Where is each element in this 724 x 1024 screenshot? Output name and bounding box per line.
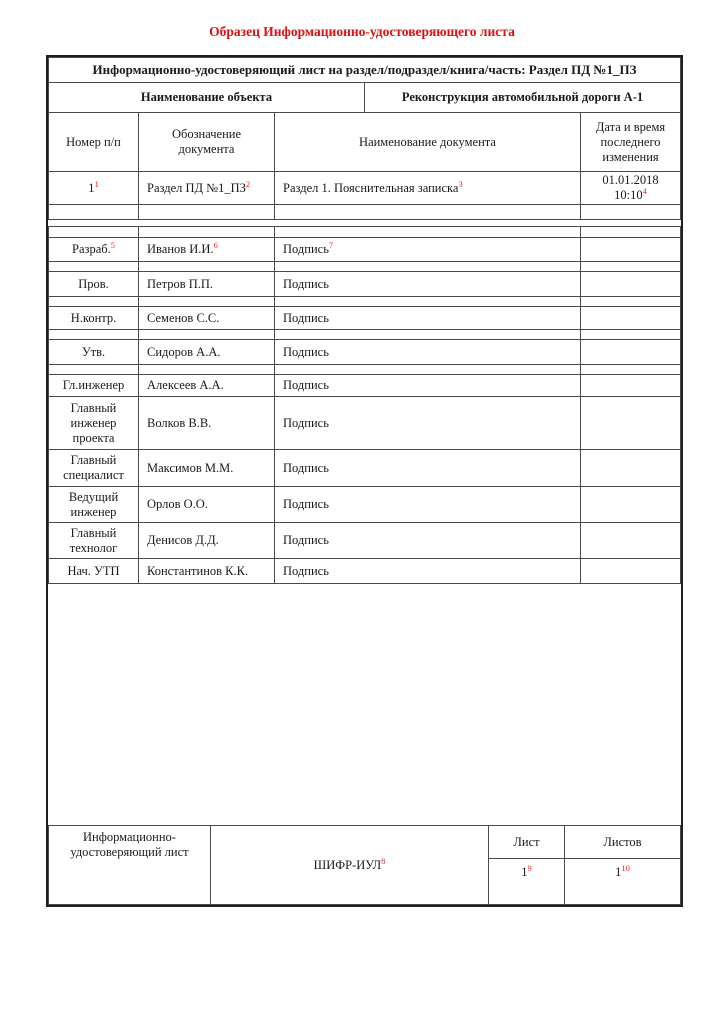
sheet-title-row — [49, 58, 681, 83]
signature-row — [49, 307, 681, 330]
footer-sheet-label: Лист — [489, 826, 565, 859]
signature-name-cell: Алексеев А.А. — [139, 375, 275, 397]
signature-sign-cell: Подпись — [275, 523, 581, 559]
object-value: Реконструкция автомобильной дороги А-1 — [365, 83, 681, 113]
signature-name-cell: Семенов С.С. — [139, 307, 275, 330]
signature-empty-cell — [581, 272, 681, 297]
signature-row — [49, 397, 681, 450]
signature-empty-cell — [581, 397, 681, 450]
signature-name-cell: Орлов О.О. — [139, 487, 275, 523]
signature-table-body — [49, 227, 681, 584]
empty-row — [49, 297, 681, 307]
signature-name-cell: Константинов К.К. — [139, 559, 275, 584]
signature-empty-cell — [581, 523, 681, 559]
footer-header-row — [49, 826, 681, 859]
signature-sign-cell: Подпись — [275, 375, 581, 397]
empty-row — [49, 205, 681, 220]
signature-empty-cell — [581, 238, 681, 262]
signature-sign-cell: Подпись — [275, 487, 581, 523]
empty-row — [49, 330, 681, 340]
col-header-num: Номер п/п — [49, 113, 139, 172]
signature-row — [49, 487, 681, 523]
empty-row — [49, 365, 681, 375]
signature-role-cell: Главный специалист — [49, 450, 139, 487]
empty-row — [49, 262, 681, 272]
signature-row — [49, 340, 681, 365]
signature-role-cell: Утв. — [49, 340, 139, 365]
signature-sign-cell: Подпись — [275, 272, 581, 297]
signature-sign-cell: Подпись — [275, 559, 581, 584]
signature-empty-cell — [581, 487, 681, 523]
signature-sign-cell: Подпись$^7$ — [275, 238, 581, 262]
signature-name-cell: Сидоров А.А. — [139, 340, 275, 365]
empty-row — [49, 227, 681, 238]
signature-row — [49, 450, 681, 487]
col-header-modified: Дата и время последнего изменения — [581, 113, 681, 172]
doc-name-cell: Раздел 1. Пояснительная записка$^3$ — [275, 172, 581, 205]
signature-row — [49, 523, 681, 559]
signature-name-cell: Иванов И.И.$^6$ — [139, 238, 275, 262]
signature-sign-cell: Подпись — [275, 450, 581, 487]
signature-sign-cell: Подпись — [275, 397, 581, 450]
signature-role-cell: Ведущий инженер — [49, 487, 139, 523]
document-frame — [46, 55, 683, 907]
footer-sheet-value: $1^9$ — [489, 859, 565, 905]
signature-name-cell: Денисов Д.Д. — [139, 523, 275, 559]
signature-name-cell: Петров П.П. — [139, 272, 275, 297]
doc-modified-cell: 01.01.2018 $10:10^4$ — [581, 172, 681, 205]
signature-empty-cell — [581, 340, 681, 365]
signature-role-cell: Гл.инженер — [49, 375, 139, 397]
footer-table — [48, 825, 681, 905]
signature-sign-cell: Подпись — [275, 307, 581, 330]
signature-name-cell: Волков В.В. — [139, 397, 275, 450]
col-header-doc-name: Наименование документа — [275, 113, 581, 172]
signature-row — [49, 272, 681, 297]
signature-role-cell: Главный технолог — [49, 523, 139, 559]
doc-num-cell: $1^1$ — [49, 172, 139, 205]
signature-role-cell: Нач. УТП — [49, 559, 139, 584]
signature-role-cell: Разраб.$^5$ — [49, 238, 139, 262]
signature-empty-cell — [581, 307, 681, 330]
column-header-row — [49, 113, 681, 172]
footer-sheets-label: Листов — [565, 826, 681, 859]
footer-sheets-value: $1^{10}$ — [565, 859, 681, 905]
object-label: Наименование объекта — [49, 83, 365, 113]
signature-empty-cell — [581, 375, 681, 397]
sheet-title: Информационно-удостоверяющий лист на раздел/подраздел/книга/часть: Раздел ПД №1_ПЗ — [49, 58, 681, 83]
signature-sign-cell: Подпись — [275, 340, 581, 365]
footer-cipher: ШИФР-ИУЛ$^8$ — [211, 826, 489, 905]
signature-name-cell: Максимов М.М. — [139, 450, 275, 487]
doc-designation-cell: Раздел ПД $№1\_ПЗ^2$ — [139, 172, 275, 205]
header-table — [48, 57, 681, 220]
signature-row — [49, 375, 681, 397]
signature-role-cell: Главный инженер проекта — [49, 397, 139, 450]
signature-empty-cell — [581, 559, 681, 584]
signature-table — [48, 226, 681, 584]
signature-row — [49, 238, 681, 262]
object-row — [49, 83, 681, 113]
signature-role-cell: Н.контр. — [49, 307, 139, 330]
signature-row — [49, 559, 681, 584]
document-row — [49, 172, 681, 205]
signature-empty-cell — [581, 450, 681, 487]
page-title: Образец Информационно-удостоверяющего листа — [209, 24, 515, 39]
footer-doc-type: Информационно-удостоверяющий лист — [49, 826, 211, 905]
col-header-designation: Обозначение документа — [139, 113, 275, 172]
signature-role-cell: Пров. — [49, 272, 139, 297]
